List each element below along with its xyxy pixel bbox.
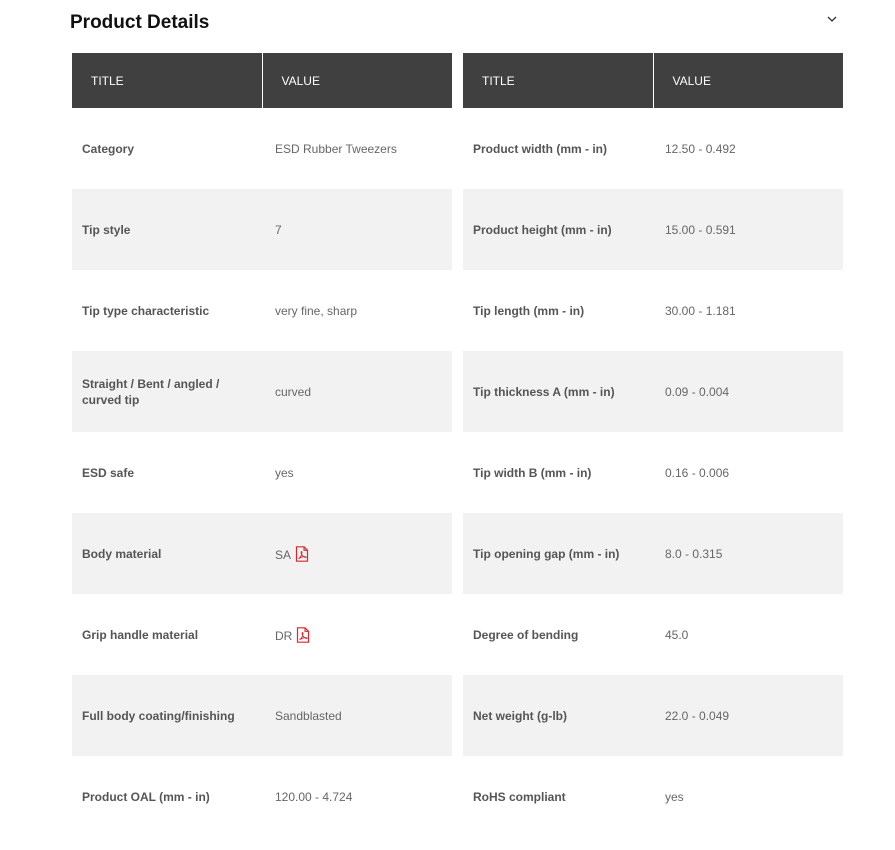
table-row — [463, 270, 843, 351]
row-value — [653, 351, 843, 432]
row-value-text: 30.00 - 1.181 — [665, 303, 736, 318]
row-value — [653, 675, 843, 756]
row-label: Category — [72, 108, 262, 189]
table-row — [463, 594, 843, 675]
row-value — [653, 513, 843, 594]
row-value-text: ESD Rubber Tweezers — [275, 141, 397, 156]
row-value — [262, 189, 452, 270]
row-label: Tip opening gap (mm - in) — [463, 513, 653, 594]
row-value-text: SA — [275, 547, 292, 562]
row-value-text: very fine, sharp — [275, 303, 358, 318]
table-row — [72, 270, 452, 351]
column-header-title: TITLE — [463, 53, 653, 108]
row-value-text: 22.0 - 0.049 — [665, 708, 730, 723]
row-label: Tip type characteristic — [72, 270, 262, 351]
row-label: Product height (mm - in) — [463, 189, 653, 270]
table-row — [72, 675, 452, 756]
row-value — [262, 513, 452, 594]
table-row — [463, 351, 843, 432]
row-value — [262, 108, 452, 189]
row-label: Tip width B (mm - in) — [463, 432, 653, 513]
row-label: Full body coating/finishing — [72, 675, 262, 756]
product-details-header[interactable] — [70, 8, 845, 40]
row-value — [653, 432, 843, 513]
details-table-left — [72, 53, 452, 837]
details-table-right — [463, 53, 843, 837]
row-value-text: yes — [275, 465, 294, 480]
pdf-file-icon[interactable] — [295, 546, 309, 562]
column-header-title: TITLE — [72, 53, 262, 108]
table-row — [72, 189, 452, 270]
column-header-value: VALUE — [262, 53, 452, 108]
row-value-text: 8.0 - 0.315 — [665, 546, 723, 561]
row-value-text: 0.16 - 0.006 — [665, 465, 730, 480]
row-label: Straight / Bent / angled / curved tip — [72, 351, 262, 432]
section-title: Product Details — [70, 12, 210, 33]
table-row — [463, 432, 843, 513]
row-value — [653, 108, 843, 189]
row-label: Net weight (g-lb) — [463, 675, 653, 756]
row-value — [653, 270, 843, 351]
row-label: Grip handle material — [72, 594, 262, 675]
pdf-file-icon[interactable] — [296, 627, 310, 643]
column-header-value: VALUE — [653, 53, 843, 108]
row-label: Body material — [72, 513, 262, 594]
row-value — [262, 432, 452, 513]
table-row — [463, 675, 843, 756]
row-value — [262, 675, 452, 756]
table-header-row — [72, 53, 452, 108]
row-value-text: yes — [665, 789, 684, 804]
table-row — [463, 756, 843, 837]
row-value — [653, 594, 843, 675]
row-value — [262, 351, 452, 432]
row-value-text: 45.0 — [665, 627, 689, 642]
table-row — [463, 189, 843, 270]
row-label: Product width (mm - in) — [463, 108, 653, 189]
table-row — [72, 513, 452, 594]
row-value — [262, 270, 452, 351]
row-label: Product OAL (mm - in) — [72, 756, 262, 837]
table-row — [72, 108, 452, 189]
row-label: ESD safe — [72, 432, 262, 513]
row-value-text: 120.00 - 4.724 — [275, 789, 353, 804]
row-value-text: curved — [275, 384, 312, 399]
table-header-row — [463, 53, 843, 108]
table-row — [72, 756, 452, 837]
row-value-text: 15.00 - 0.591 — [665, 222, 736, 237]
table-row — [72, 432, 452, 513]
table-row — [463, 108, 843, 189]
row-label: Tip style — [72, 189, 262, 270]
row-value — [262, 756, 452, 837]
row-value-text: Sandblasted — [275, 708, 342, 723]
row-label: RoHS compliant — [463, 756, 653, 837]
chevron-down-icon[interactable] — [827, 14, 837, 24]
row-value — [653, 189, 843, 270]
row-value — [653, 756, 843, 837]
row-label: Degree of bending — [463, 594, 653, 675]
row-label: Tip length (mm - in) — [463, 270, 653, 351]
row-value-text: 7 — [275, 222, 282, 237]
table-row — [72, 351, 452, 432]
table-row — [72, 594, 452, 675]
row-value-text: 0.09 - 0.004 — [665, 384, 730, 399]
table-row — [463, 513, 843, 594]
row-label: Tip thickness A (mm - in) — [463, 351, 653, 432]
row-value-text: DR — [275, 628, 293, 643]
row-value — [262, 594, 452, 675]
row-value-text: 12.50 - 0.492 — [665, 141, 736, 156]
